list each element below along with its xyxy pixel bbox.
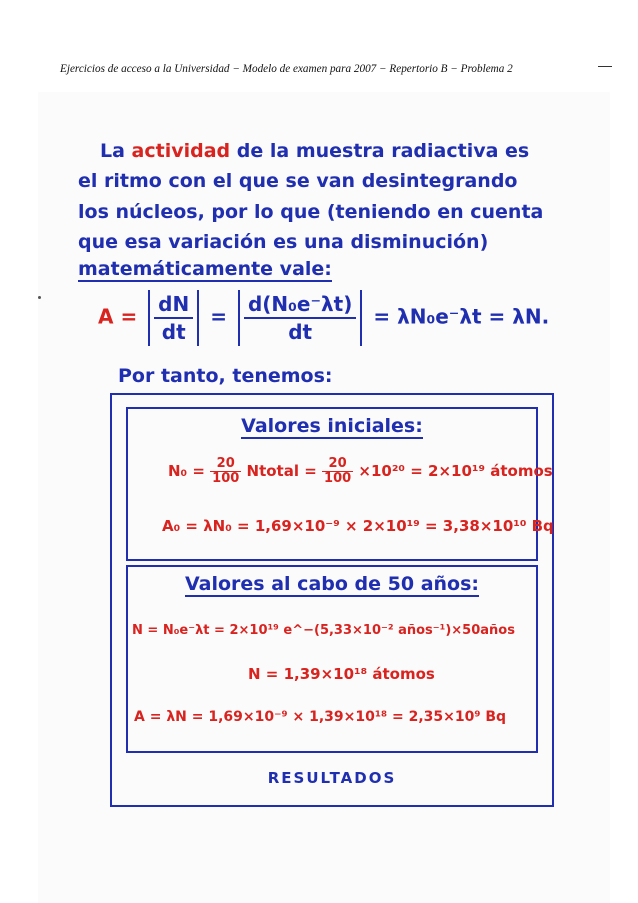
frac-den: dt — [288, 320, 313, 344]
initial-values-box — [126, 407, 554, 561]
formula-lhs: A = — [98, 304, 138, 329]
abs-bar — [197, 290, 199, 346]
abs-bar — [360, 290, 362, 346]
document-header: Ejercicios de acceso a la Universidad − Modelo de examen para 2007 − Repertorio B − Problema 2 — [60, 63, 513, 75]
n0-mid: Ntotal = — [246, 462, 317, 480]
fraction-20-100 — [210, 457, 241, 486]
initial-values-title — [128, 415, 536, 437]
intro-line-1 — [100, 140, 529, 162]
n0-label: N₀ = — [168, 462, 205, 480]
frac-num: d(N₀e⁻λt) — [244, 291, 356, 319]
scan-speck — [38, 296, 41, 299]
after-50-years-box — [126, 565, 538, 753]
frac-den: 100 — [324, 471, 352, 486]
frac-num: dN — [154, 291, 193, 319]
resultados-label: RESULTADOS — [267, 769, 397, 787]
n-line: N = N₀e⁻λt = 2×10¹⁹ e^−(5,33×10⁻² años⁻¹)×50años — [132, 623, 515, 638]
abs-bar — [148, 290, 150, 346]
formula-rhs: = λN₀e⁻λt = λN. — [373, 304, 550, 329]
intro-text: La — [100, 140, 132, 162]
fraction-dn-dt — [154, 291, 193, 345]
header-dash — [598, 66, 612, 67]
por-tanto-line: Por tanto, tenemos: — [118, 365, 333, 387]
title-text: Valores al cabo de 50 años: — [185, 573, 479, 595]
intro-text: de la muestra radiactiva es — [230, 140, 530, 162]
frac-num: 20 — [210, 457, 241, 472]
results-box — [110, 393, 554, 807]
fraction-20-100 — [322, 457, 353, 486]
n0-line — [168, 457, 553, 486]
after-50-years-title — [128, 573, 536, 595]
abs-bar — [238, 290, 240, 346]
intro-line-4: que esa variación es una disminución) — [78, 231, 489, 253]
intro-line-3: los núcleos, por lo que (teniendo en cuenta — [78, 201, 544, 223]
frac-den: 100 — [212, 471, 240, 486]
activity-formula — [98, 290, 549, 350]
intro-line-5: matemáticamente vale: — [78, 258, 332, 280]
title-text: Valores iniciales: — [241, 415, 423, 437]
n0-rest: ×10²⁰ = 2×10¹⁹ átomos — [358, 462, 553, 480]
a-line: A = λN = 1,69×10⁻⁹ × 1,39×10¹⁸ = 2,35×10⁹ Bq — [134, 709, 507, 725]
frac-den: dt — [161, 320, 186, 344]
a0-line: A₀ = λN₀ = 1,69×10⁻⁹ × 2×10¹⁹ = 3,38×10¹⁰ Bq — [162, 517, 554, 535]
highlight-actividad: actividad — [131, 140, 231, 162]
formula-eq: = — [210, 304, 227, 329]
fraction-derivative — [244, 291, 356, 345]
frac-num: 20 — [322, 457, 353, 472]
n-result-line: N = 1,39×10¹⁸ átomos — [248, 665, 435, 683]
intro-line-2: el ritmo con el que se van desintegrando — [78, 170, 518, 192]
